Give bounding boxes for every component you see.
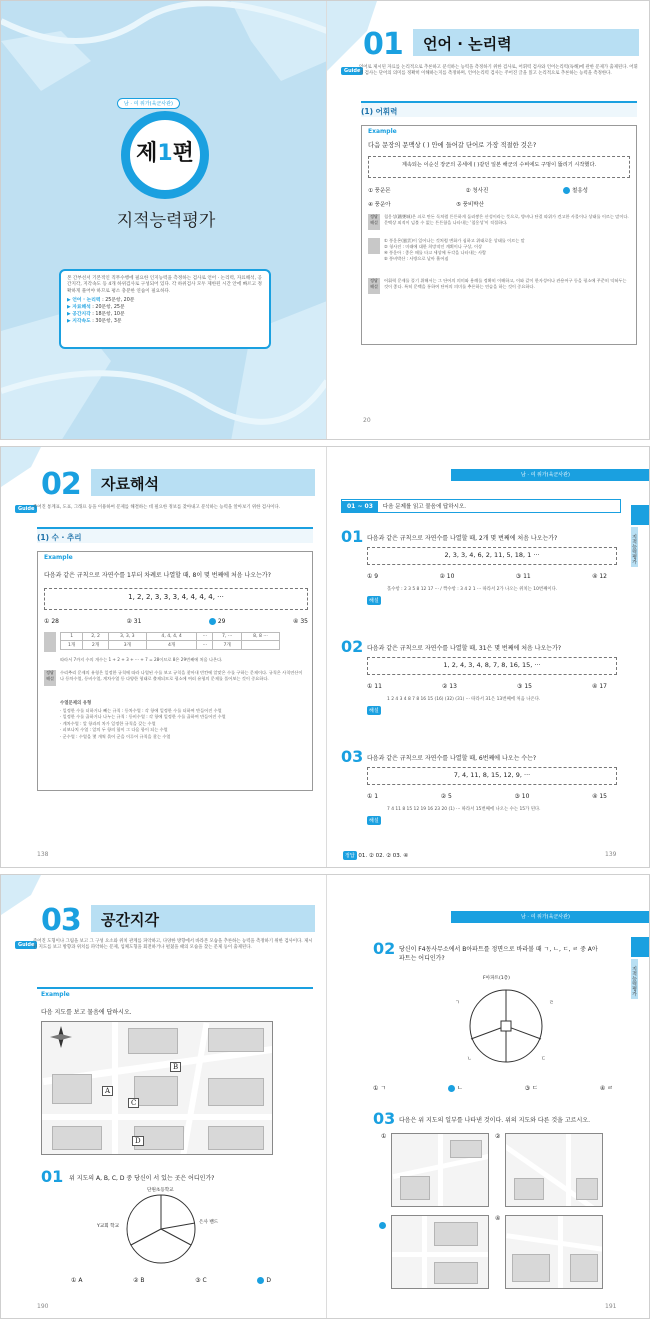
example-options <box>44 618 308 625</box>
option-2[interactable]: ② B <box>133 1277 145 1284</box>
example-box <box>37 551 313 791</box>
table-cell: 8, 8 ··· <box>241 633 279 641</box>
chapter-title: 자료해석 <box>91 469 315 496</box>
option-2[interactable]: ② 13 <box>442 683 457 690</box>
explain-text: 수리추리 문제의 유형은 일정한 규칙에 따라 나열된 수를 보고 규칙을 찾아내 빈칸에 알맞은 수를 구하는 문제이다. 규칙은 사칙연산이나 등차수열, 등비수열, 계차수열 등 다양한 형태로 출제되므로 평소에 여러 유형의 문제를 풀어보는 것이 중요하다. <box>60 670 303 681</box>
options <box>367 793 607 800</box>
pie-diagram-02 <box>461 981 551 1071</box>
chapter-number: 02 <box>41 467 81 502</box>
option-1[interactable]: ① 풍운몬 <box>368 188 391 194</box>
question-number-01: 01 <box>41 1167 64 1186</box>
option-3[interactable]: ③ 11 <box>515 573 531 580</box>
options-02 <box>373 1083 613 1092</box>
example-options <box>368 186 630 208</box>
hint-tag: 해설 <box>369 708 379 714</box>
side-tab-a <box>631 505 649 525</box>
intro-item: ▶ 공간지각 : 18문항, 10분 <box>67 312 125 318</box>
hint-tag: 해설 <box>369 818 379 824</box>
option-4[interactable]: ④ 17 <box>592 683 607 690</box>
option-2[interactable]: ② 5 <box>440 793 452 800</box>
range-text: 다음 문제를 읽고 물음에 답하시오. <box>382 504 467 510</box>
map-block <box>208 1078 264 1106</box>
map-instruction: 다음 지도를 보고 물음에 답하시오. <box>41 1009 132 1016</box>
selected-marker <box>563 187 570 194</box>
map-option-4[interactable] <box>505 1215 603 1289</box>
side-tab-b: 지적능력평가 <box>631 959 638 999</box>
pie-mark-3: ㄷ <box>541 1056 546 1062</box>
map-num-1: ① <box>381 1133 387 1140</box>
options <box>367 683 607 690</box>
table-cell: 3, 3, 3 <box>108 633 146 641</box>
explain-text-3: 어휘력 문제를 풀기 위해서는 그 단어의 의미와 용례를 정확히 이해하고, 이와 같이 한자성어나 관용어구 등을 평소에 꾸준히 익혀두는 것이 좋다. 특히 문맥을 통하여 단어의 의미를 추론하는 연습을 하는 것이 중요하다. <box>384 278 627 289</box>
page-number-191: 191 <box>605 1303 617 1310</box>
example-sentence-box: 계속되는 이순신 장군의 공세에 ( )같던 일본 해군의 수비에도 구멍이 뚫리기 시작했다. <box>368 156 630 178</box>
options <box>367 573 607 580</box>
table-cell: 3개 <box>108 641 146 650</box>
compass-icon <box>50 1026 72 1048</box>
question-number-02: 02 <box>373 939 396 958</box>
option-3[interactable]: ③ 10 <box>514 793 530 800</box>
part-heading: 제1편 <box>136 141 194 166</box>
example-rule <box>37 987 313 989</box>
gutter <box>326 875 327 1318</box>
map-block <box>128 1028 178 1054</box>
spread-1 <box>0 0 650 440</box>
table-cell: 2개 <box>83 641 108 650</box>
calc-text: 따라서 7까지 수의 개수는 1 + 2 + 3 + ··· + 7 = 28이므로 8은 29번째에 처음 나온다. <box>60 657 223 662</box>
question-text-02: 당신이 F4동사무소에서 B아파트를 정면으로 바라볼 때 ㄱ, ㄴ, ㄷ, ㄹ 중 A아파트는 어디인가? <box>399 946 598 962</box>
option-2[interactable]: ② 10 <box>439 573 455 580</box>
map-label-d: D <box>132 1136 144 1146</box>
option-4[interactable]: ④ 12 <box>592 573 607 580</box>
table-cell: ··· <box>197 633 213 641</box>
map-label-a: A <box>102 1086 113 1096</box>
chapter-number: 03 <box>41 903 81 938</box>
example-label: Example <box>368 128 397 135</box>
rule-item: · 일정한 수를 더하거나 빼는 규칙 : 등차수열 : 각 항에 일정한 수를 더하여 만들어진 수열 <box>60 708 222 713</box>
rule-list <box>60 708 306 740</box>
question-number: 03 <box>341 747 364 766</box>
table-cell: 7, ··· <box>213 633 242 641</box>
page-number-190: 190 <box>37 1303 49 1310</box>
page-number-139: 139 <box>605 851 617 858</box>
explain-tag: 정답 해설 <box>44 670 56 686</box>
guide-text: 주어진 통계표, 도표, 그래프 등을 이용하여 문제를 해결하는 데 필요한 정보를 찾아내고 분석하는 능력을 알아보기 위한 검사이다. <box>33 505 281 510</box>
example-question: 다음과 같은 규칙으로 자연수를 1부터 차례로 나열할 때, 8이 몇 번째에 처음 나오는가? <box>44 572 271 579</box>
guide-badge: Guide <box>15 941 37 949</box>
option-3[interactable]: 철옹성 <box>563 186 588 194</box>
map-option-3[interactable] <box>391 1215 489 1289</box>
option-5[interactable]: ⑤ 풍비박산 <box>456 202 484 208</box>
left-page-background <box>1 1 327 440</box>
option-2[interactable]: ㄴ <box>448 1083 463 1092</box>
option-2[interactable]: ② 청사진 <box>465 188 489 194</box>
option-1[interactable]: ① 28 <box>44 618 59 625</box>
question-text: 다음과 같은 규칙으로 자연수를 나열할 때, 6번째에 나오는 수는? <box>367 755 537 762</box>
example-question: 다음 문장의 문맥상 ( ) 안에 들어갈 단어로 가장 적절한 것은? <box>368 142 537 149</box>
header-tag: 남 · 여 위가(육군사관) <box>521 914 570 920</box>
rule-item: · 일정한 수를 곱하거나 나누는 규칙 : 등비수열 : 각 항에 일정한 수를 곱하여 만들어진 수열 <box>60 714 226 720</box>
map-block <box>134 1076 178 1106</box>
selected-marker <box>379 1222 386 1229</box>
option-4[interactable]: ④ 풍운아 <box>368 202 391 208</box>
guide-badge: Guide <box>341 67 363 75</box>
explain-tag-table <box>44 632 56 652</box>
range-label: 01 ~ 03 <box>342 501 378 512</box>
hint-row <box>367 697 381 716</box>
pie-mark-2: ㄴ <box>467 1056 472 1062</box>
option-1[interactable]: ① ㄱ <box>373 1085 387 1092</box>
table-row <box>61 641 280 650</box>
side-tab-b: 지적능력평가 <box>631 527 638 567</box>
map-block <box>52 1074 92 1104</box>
map-road <box>180 1022 209 1155</box>
hint-tag: 해설 <box>369 598 379 604</box>
side-tab <box>631 505 649 567</box>
header-tag: 남 · 여 위가(육군사관) <box>521 472 570 478</box>
hint-text: 7 4 11 8 15 12 19 16 23 20 (1) ··· 따라서 15번째에 나오는 수는 15가 된다. <box>387 807 541 812</box>
answer-text: 01. ② 02. ② 03. ④ <box>358 853 409 859</box>
option-1[interactable]: ① 11 <box>367 683 382 690</box>
example-box <box>361 125 637 345</box>
table-cell: 1 <box>61 633 83 641</box>
map-option-1[interactable] <box>391 1133 489 1207</box>
selected-marker <box>209 618 216 625</box>
guide-text: 주어진 도형이나 그림을 보고 그 구성 요소와 위치 관계를 파악하고, 다양한 방향에서 바라본 모습을 추론하는 능력을 측정하기 위한 검사이다. 제시된 지도를 보고 방향과 위치를 파악하는 문제, 입체도형을 회전하거나 펼쳤을 때의 모습을 찾는 문제 등이 출제된다. <box>33 939 313 950</box>
pie-top-label: F아파트(1층) <box>483 976 510 981</box>
question-text-03: 다음은 위 지도의 일부를 나타낸 것이다. 위의 지도와 다른 것을 고르시오. <box>399 1117 590 1124</box>
option-3[interactable]: ③ ㄷ <box>524 1085 538 1092</box>
table-cell: 4, 4, 4, 4 <box>146 633 197 641</box>
spread-2 <box>0 446 650 868</box>
side-tab <box>631 937 649 999</box>
option-1[interactable]: ① 1 <box>367 793 379 800</box>
example-sequence-box: 1, 2, 2, 3, 3, 3, 4, 4, 4, 4, ··· <box>44 588 308 610</box>
sequence-box: 1, 2, 4, 3, 4, 8, 7, 8, 16, 15, ··· <box>367 657 617 675</box>
table-cell: ··· <box>197 641 213 650</box>
table-cell: 7개 <box>213 641 242 650</box>
table-cell <box>241 641 279 650</box>
explain-text-1: 철옹성(鐵甕城)은 쇠로 만든 독처럼 튼튼하게 둘러쌓은 산성이라는 뜻으로, 방비나 단결 따위가 견고한 사물이나 상태를 이르는 말이다. 문맥상 외적이 넘볼 수 없는 튼튼함을 나타내는 '철옹성'이 적절하다. <box>384 214 629 225</box>
explain-text-2: ① 풍운몬(風雲)이 일어나는 것처럼 변화가 심하고 위태로운 상태를 이르는 말 ② 청사진 : 미래에 대한 희망적인 계획이나 구상, 이상 ④ 풍운아 : 좋은 때를 타고 세상에 두각을 나타내는 사람 ⑤ 풍비박산 : 사방으로 날아 흩어짐 <box>384 238 525 261</box>
sequence-table <box>60 632 280 650</box>
hint-row <box>367 587 381 606</box>
section-title: (1) 어휘력 <box>361 101 637 117</box>
table-cell: 2, 2 <box>83 633 108 641</box>
rule-title: 수열문제의 유형 <box>60 701 92 706</box>
pie-diagram-01 <box>111 1185 231 1271</box>
intro-item: ▶ 자료해석 : 20문항, 25분 <box>67 305 125 311</box>
option-4[interactable]: ④ 15 <box>592 793 607 800</box>
pie-label-right: 은사 밴드 <box>199 1220 219 1225</box>
intro-text: 본 간부선서 기본적인 직무수행에 필요한 인지능력을 측정하는 검사로 언어 · 논리력, 자료해석, 공간지각, 지각속도 등 4개 하위검사로 구성되어 있다. 각 하위검사 모두 제한된 시간 안에 빠르고 정확하게 풀어야 하므로 평소 충분한 연습이 필요하다. <box>67 276 262 294</box>
side-tab-a <box>631 937 649 957</box>
pie-mark-4: ㄹ <box>549 1000 554 1006</box>
selected-marker <box>257 1277 264 1284</box>
rule-item: · 군수열 : 수열을 몇 개씩 묶어 군을 이루어 규칙을 찾는 수열 <box>60 733 171 739</box>
range-bar <box>341 499 621 513</box>
intro-item: ▶ 지각속도 : 30문항, 3분 <box>67 319 122 325</box>
rule-item: · 계차수열 : 앞 항과의 차가 일정한 규칙을 갖는 수열 <box>60 720 156 726</box>
map-block <box>208 1126 264 1150</box>
option-1[interactable]: ① 9 <box>367 573 379 580</box>
table-cell: 4개 <box>146 641 197 650</box>
option-4[interactable]: D <box>257 1277 271 1284</box>
pie-mark-1: ㄱ <box>455 1000 460 1006</box>
map-label-c: C <box>128 1098 139 1108</box>
street-map <box>41 1021 273 1155</box>
explain-tag-1: 정답 해설 <box>368 214 380 230</box>
option-3[interactable]: 29 <box>209 618 226 625</box>
example-label: Example <box>44 554 73 561</box>
guide-badge: Guide <box>15 505 37 513</box>
table-cell: 1개 <box>61 641 83 650</box>
intro-item: ▶ 언어 · 논리력 : 25문항, 20분 <box>67 298 135 304</box>
option-4[interactable]: ④ ㄹ <box>599 1085 613 1092</box>
map-num-2: ② <box>495 1133 501 1140</box>
intro-box <box>59 269 271 349</box>
series-tag: 남 · 여 위가(육군사관) <box>117 98 180 109</box>
option-3[interactable]: ③ 15 <box>517 683 532 690</box>
map-option-2[interactable] <box>505 1133 603 1207</box>
example-label: Example <box>41 991 70 998</box>
section-title: (1) 수 · 추리 <box>37 527 313 543</box>
map-label-b: B <box>170 1062 181 1072</box>
option-4[interactable]: ④ 35 <box>293 618 308 625</box>
hint-text: 홀수항 : 2 3 5 8 12 17 ··· / 짝수항 : 3 4 2 1 ··· 따라서 2가 나오는 위치는 10번째이다. <box>387 587 558 592</box>
hint-row <box>367 807 381 826</box>
pie-label-top: 단원초등학교 <box>147 1188 174 1193</box>
option-1[interactable]: ① A <box>71 1277 83 1284</box>
chapter-title: 언어 · 논리력 <box>413 29 639 56</box>
question-number-03: 03 <box>373 1109 396 1128</box>
intro-items <box>67 297 263 325</box>
question-number: 02 <box>341 637 364 656</box>
question-text: 다음과 같은 규칙으로 자연수를 나열할 때, 31은 몇 번째에 처음 나오는가? <box>367 645 562 652</box>
question-text-01: 위 지도의 A, B, C, D 중 당신이 서 있는 곳은 어디인가? <box>69 1175 215 1182</box>
hint-text: 1 2 4 3 4 8 7 8 16 15 (16) (32) (31) ··· 따라서 31은 13번째에 처음 나온다. <box>387 697 541 702</box>
chapter-title: 공간지각 <box>91 905 315 932</box>
option-2[interactable]: ② 31 <box>126 618 142 625</box>
gutter <box>326 447 327 867</box>
explain-tag-3: 정답 해설 <box>368 278 380 294</box>
sequence-box: 2, 3, 3, 4, 6, 2, 11, 5, 18, 1 ··· <box>367 547 617 565</box>
map-num-4: ④ <box>495 1215 501 1222</box>
chapter-number: 01 <box>363 27 403 62</box>
answer-tag: 정답 <box>345 853 355 859</box>
pie-label-left: Y교회 학교 <box>97 1224 120 1229</box>
page-number-20: 20 <box>363 417 371 424</box>
rule-item: · 피보나치 수열 : 앞의 두 항의 합이 그 다음 항이 되는 수열 <box>60 727 168 733</box>
spread-3 <box>0 874 650 1319</box>
question-number: 01 <box>341 527 364 546</box>
guide-text: 언어로 제시된 자료를 논리적으로 추론하고 분석하는 능력을 측정하기 위한 검사로, 어휘력 검사와 언어논리력(독해)에 관한 문제가 출제된다. 어휘력 검사는 단어의 의미를 정확히 이해하는지를 측정하며, 언어논리력 검사는 주어진 글을 읽고 논리적으로 추론하는 능력을 측정한다. <box>359 65 638 76</box>
selected-marker <box>448 1085 455 1092</box>
options-01 <box>71 1277 271 1284</box>
map-block <box>52 1126 102 1150</box>
question-text: 다음과 같은 규칙으로 자연수를 나열할 때, 2개 몇 번째에 처음 나오는가? <box>367 535 558 542</box>
sequence-box: 7, 4, 11, 8, 15, 12, 9, ··· <box>367 767 617 785</box>
part-title: 지적능력평가 <box>116 211 216 231</box>
answer-row <box>343 851 408 860</box>
map-num-3 <box>379 1215 386 1234</box>
map-block <box>208 1028 264 1052</box>
explain-tag-2 <box>368 238 380 254</box>
page-number-138: 138 <box>37 851 49 858</box>
map-road <box>42 1114 273 1120</box>
table-row <box>61 633 280 641</box>
option-3[interactable]: ③ C <box>195 1277 207 1284</box>
